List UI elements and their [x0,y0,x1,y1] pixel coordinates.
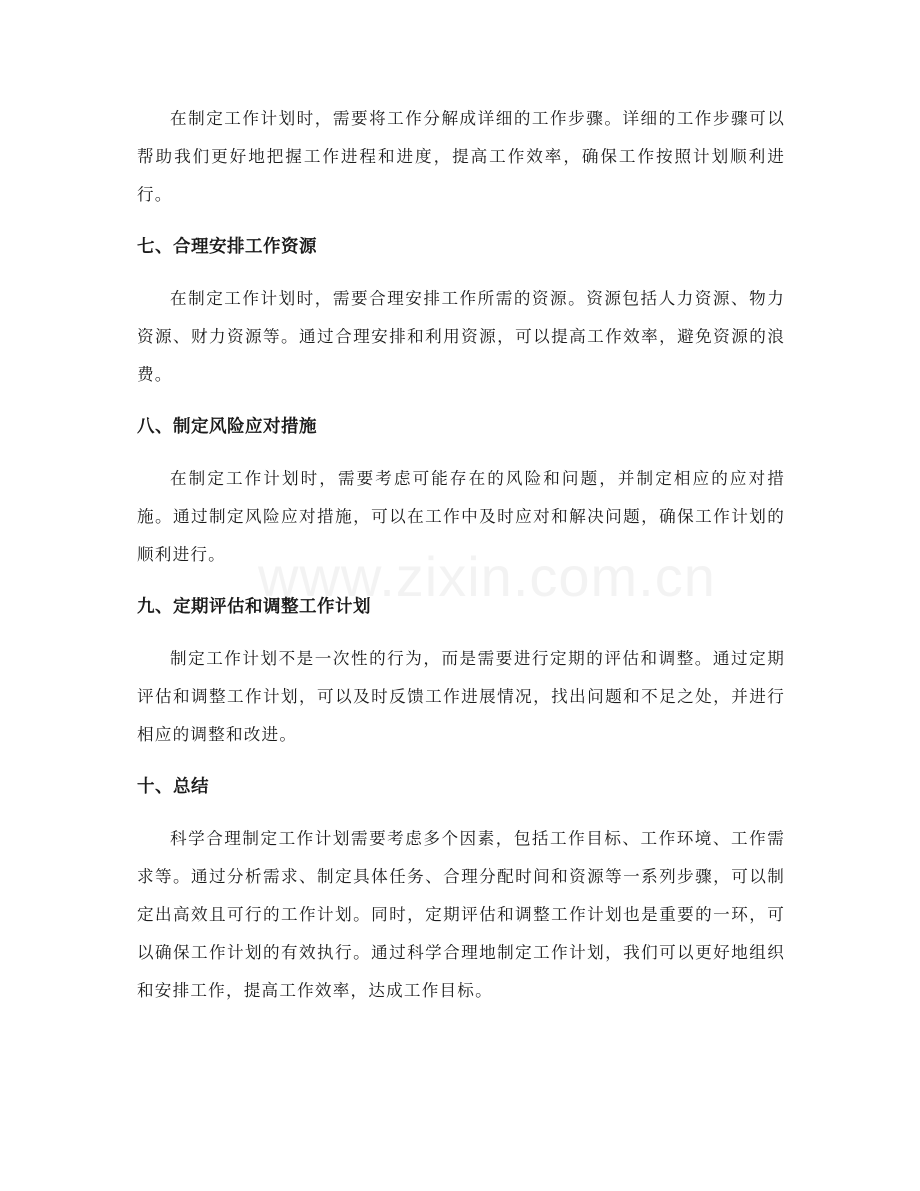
document-body [137,100,785,1010]
section-paragraph: 在制定工作计划时，需要考虑可能存在的风险和问题，并制定相应的应对措施。通过制定风险应对措施，可以在工作中及时应对和解决问题，确保工作计划的顺利进行。 [137,469,785,564]
watermark-text: www.zixin.com.cn [258,545,716,608]
section-8 [137,408,785,574]
section-paragraph: 在制定工作计划时，需要合理安排工作所需的资源。资源包括人力资源、物力资源、财力资源等。通过合理安排和利用资源，可以提高工作效率，避免资源的浪费。 [137,289,785,384]
section-10 [137,768,785,1010]
intro-paragraph: 在制定工作计划时，需要将工作分解成详细的工作步骤。详细的工作步骤可以帮助我们更好地把握工作进程和进度，提高工作效率，确保工作按照计划顺利进行。 [137,109,785,204]
section-heading: 八、制定风险应对措施 [137,417,317,437]
section-7 [137,228,785,394]
section-heading: 七、合理安排工作资源 [137,237,317,257]
section-heading: 十、总结 [137,777,209,797]
section-heading: 九、定期评估和调整工作计划 [137,597,371,617]
section-paragraph: 制定工作计划不是一次性的行为，而是需要进行定期的评估和调整。通过定期评估和调整工作计划，可以及时反馈工作进展情况，找出问题和不足之处，并进行相应的调整和改进。 [137,649,785,744]
section-9 [137,588,785,754]
section-paragraph: 科学合理制定工作计划需要考虑多个因素，包括工作目标、工作环境、工作需求等。通过分析需求、制定具体任务、合理分配时间和资源等一系列步骤，可以制定出高效且可行的工作计划。同时，定期评估和调整工作计划也是重要的一环，可以确保工作计划的有效执行。通过科学合理地制定工作计划，我们可以更好地组织和安排工作，提高工作效率，达成工作目标。 [137,829,785,1000]
